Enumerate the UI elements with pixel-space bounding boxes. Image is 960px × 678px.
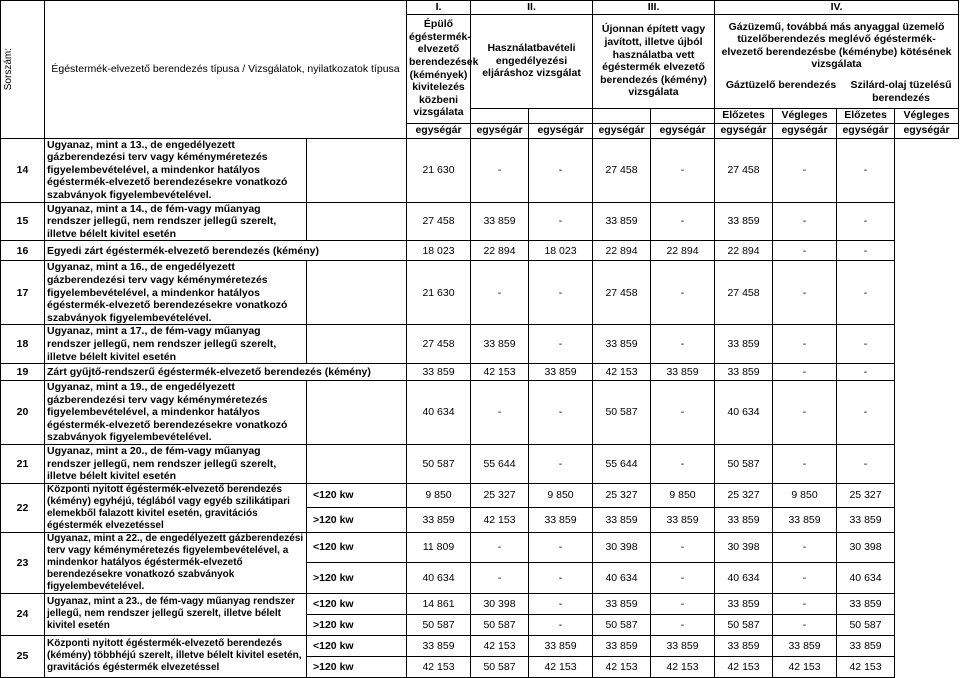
capacity-label: <120 kw xyxy=(307,593,407,614)
price-cell: 27 458 xyxy=(593,138,651,202)
price-cell: 50 587 xyxy=(593,381,651,445)
row-number: 20 xyxy=(1,381,45,445)
row-number: 19 xyxy=(1,364,45,381)
price-cell: - xyxy=(773,241,837,261)
price-cell: - xyxy=(651,381,715,445)
row-description: Központi nyitott égéstermék-elvezető berendezés (kémény) egyhéjú, téglából vagy egyéb szilikátipari elemekből falazott kivitel esetén, gravitációs égéstermék elvezetéssel xyxy=(45,483,307,532)
price-cell: - xyxy=(471,563,529,594)
blank-subheader xyxy=(471,108,529,123)
price-cell: 55 644 xyxy=(471,445,529,484)
table-row xyxy=(1,138,959,202)
capacity-label: <120 kw xyxy=(307,635,407,656)
price-cell: 21 630 xyxy=(407,138,471,202)
row-spacer xyxy=(307,445,407,484)
col-I-header: Épülő égéstermék-elvezető berendezések (kémények) kivitelezés közbeni vizsgálata xyxy=(407,14,471,123)
row-description: Ugyanaz, mint a 13., de engedélyezett gázberendezési terv vagy kéményméretezés figyelembevételével, a mindenkor hatályos égéstermék-elvezető berendezésekre vonatkozó szabványok figyelembevételével. xyxy=(45,138,307,202)
price-cell: - xyxy=(471,532,529,563)
price-cell: - xyxy=(529,381,593,445)
egysegar-header: egységár xyxy=(895,123,959,138)
price-cell: 42 153 xyxy=(593,364,651,381)
price-cell: 11 809 xyxy=(407,532,471,563)
col-II-header: Használatbavételi engedélyezési eljáráshoz vizsgálat xyxy=(471,14,593,108)
price-cell: 50 587 xyxy=(407,445,471,484)
row-description: Ugyanaz, mint a 23., de fém-vagy műanyag rendszer jellegű, nem rendszer jellegű szerelt, illetve bélelt kivitel esetén xyxy=(45,593,307,635)
price-cell: - xyxy=(471,381,529,445)
price-cell: 50 587 xyxy=(715,614,773,635)
row-number: 17 xyxy=(1,261,45,325)
row-number: 21 xyxy=(1,445,45,484)
roman-II: II. xyxy=(471,1,593,15)
price-cell: 33 859 xyxy=(837,508,895,533)
egysegar-header: egységár xyxy=(407,123,471,138)
price-cell: 25 327 xyxy=(593,483,651,508)
price-cell: - xyxy=(837,261,895,325)
price-cell: 42 153 xyxy=(407,656,471,677)
price-cell: 50 587 xyxy=(407,614,471,635)
price-cell: 33 859 xyxy=(593,635,651,656)
price-cell: - xyxy=(651,261,715,325)
price-cell: - xyxy=(529,325,593,364)
price-cell: 33 859 xyxy=(529,635,593,656)
blank-subheader xyxy=(529,108,593,123)
price-cell: - xyxy=(529,593,593,614)
table-row xyxy=(1,381,959,445)
price-cell: 33 859 xyxy=(715,593,773,614)
price-cell: 33 859 xyxy=(715,635,773,656)
price-cell: - xyxy=(529,202,593,241)
price-cell: 33 859 xyxy=(593,593,651,614)
price-cell: 33 859 xyxy=(773,508,837,533)
price-cell: 33 859 xyxy=(407,635,471,656)
price-cell: 33 859 xyxy=(651,508,715,533)
egysegar-header: egységár xyxy=(471,123,529,138)
price-cell: - xyxy=(773,532,837,563)
price-cell: 27 458 xyxy=(593,261,651,325)
price-cell: - xyxy=(529,445,593,484)
price-cell: 42 153 xyxy=(651,656,715,677)
price-cell: - xyxy=(837,241,895,261)
price-cell: 42 153 xyxy=(471,635,529,656)
capacity-label: >120 kw xyxy=(307,614,407,635)
price-cell: 42 153 xyxy=(715,656,773,677)
price-cell: - xyxy=(773,593,837,614)
price-cell: 55 644 xyxy=(593,445,651,484)
price-cell: - xyxy=(471,138,529,202)
row-number: 14 xyxy=(1,138,45,202)
price-cell: - xyxy=(651,138,715,202)
price-cell: 50 587 xyxy=(837,614,895,635)
price-cell: 22 894 xyxy=(715,241,773,261)
price-cell: - xyxy=(529,563,593,594)
table-row xyxy=(1,261,959,325)
price-cell: 9 850 xyxy=(651,483,715,508)
sorszam-header: Sorszám: xyxy=(1,1,45,139)
table-row xyxy=(1,325,959,364)
blank-subheader xyxy=(593,108,651,123)
price-cell: 40 634 xyxy=(593,563,651,594)
capacity-label: >120 kw xyxy=(307,656,407,677)
price-cell: 33 859 xyxy=(837,593,895,614)
capacity-label: <120 kw xyxy=(307,483,407,508)
price-cell: 33 859 xyxy=(407,508,471,533)
price-cell: - xyxy=(773,364,837,381)
roman-III: III. xyxy=(593,1,715,15)
price-cell: 9 850 xyxy=(773,483,837,508)
elozetes-header: Előzetes xyxy=(837,108,895,123)
price-cell: 33 859 xyxy=(471,325,529,364)
row-number: 23 xyxy=(1,532,45,593)
price-cell: 22 894 xyxy=(651,241,715,261)
price-cell: - xyxy=(773,138,837,202)
price-cell: 33 859 xyxy=(529,508,593,533)
price-cell: 25 327 xyxy=(837,483,895,508)
price-cell: 21 630 xyxy=(407,261,471,325)
price-cell: 30 398 xyxy=(715,532,773,563)
table-row xyxy=(1,532,959,563)
price-cell: 33 859 xyxy=(715,364,773,381)
table-row xyxy=(1,445,959,484)
price-cell: 30 398 xyxy=(593,532,651,563)
vegleges-header: Végleges xyxy=(895,108,959,123)
price-cell: - xyxy=(529,138,593,202)
egysegar-header: egységár xyxy=(837,123,895,138)
row-number: 22 xyxy=(1,483,45,532)
price-cell: 40 634 xyxy=(407,563,471,594)
price-cell: - xyxy=(651,532,715,563)
price-cell: 42 153 xyxy=(529,656,593,677)
row-number: 18 xyxy=(1,325,45,364)
price-cell: 30 398 xyxy=(471,593,529,614)
capacity-label: >120 kw xyxy=(307,508,407,533)
price-cell: 25 327 xyxy=(715,483,773,508)
price-cell: 33 859 xyxy=(471,202,529,241)
price-cell: 27 458 xyxy=(715,138,773,202)
row-description: Ugyanaz, mint a 17., de fém-vagy műanyag rendszer jellegű, nem rendszer jellegű szerelt, illetve bélelt kivitel esetén xyxy=(45,325,307,364)
capacity-label: <120 kw xyxy=(307,532,407,563)
col-IV-header: Gázüzemű, továbbá más anyaggal üzemelő tüzelőberendezés meglévő égéstermék-elvezető berendezésbe (kéménybe) kötésének vizsgálata Gáztüzelő berendezés Szilárd-olaj tüzelésű berendezés xyxy=(715,14,959,108)
price-cell: 42 153 xyxy=(471,508,529,533)
row-number: 16 xyxy=(1,241,45,261)
price-cell: 33 859 xyxy=(773,635,837,656)
price-cell: 14 861 xyxy=(407,593,471,614)
price-cell: 33 859 xyxy=(837,635,895,656)
price-cell: 30 398 xyxy=(837,532,895,563)
price-cell: 18 023 xyxy=(529,241,593,261)
type-header: Égéstermék-elvezető berendezés típusa / Vizsgálatok, nyilatkozatok típusa xyxy=(45,1,407,139)
row-spacer xyxy=(307,261,407,325)
price-cell: - xyxy=(529,532,593,563)
price-cell: - xyxy=(773,381,837,445)
price-cell: 33 859 xyxy=(715,202,773,241)
price-cell: - xyxy=(773,202,837,241)
price-cell: 50 587 xyxy=(715,445,773,484)
price-cell: - xyxy=(773,325,837,364)
price-cell: - xyxy=(837,364,895,381)
price-cell: - xyxy=(529,261,593,325)
price-cell: - xyxy=(773,261,837,325)
price-cell: 42 153 xyxy=(773,656,837,677)
price-cell: 33 859 xyxy=(593,202,651,241)
price-cell: - xyxy=(471,261,529,325)
price-cell: - xyxy=(837,381,895,445)
price-cell: 25 327 xyxy=(471,483,529,508)
price-cell: 33 859 xyxy=(715,508,773,533)
row-description: Ugyanaz, mint a 22., de engedélyezett gázberendezési terv vagy kéményméretezés figyelembevételével, a mindenkor hatályos égéstermék-elvezető berendezésekre vonatkozó szabványok figyelembevételével. xyxy=(45,532,307,593)
table-row xyxy=(1,241,959,261)
row-spacer xyxy=(307,138,407,202)
price-cell: - xyxy=(651,614,715,635)
col-IV-szilard: Szilárd-olaj tüzelésű berendezés xyxy=(850,78,952,104)
price-cell: 33 859 xyxy=(651,364,715,381)
price-cell: - xyxy=(837,445,895,484)
price-cell: 40 634 xyxy=(715,563,773,594)
price-cell: - xyxy=(837,202,895,241)
price-cell: - xyxy=(651,593,715,614)
price-cell: 50 587 xyxy=(593,614,651,635)
price-cell: - xyxy=(529,614,593,635)
price-cell: - xyxy=(651,563,715,594)
row-description: Ugyanaz, mint a 14., de fém-vagy műanyag rendszer jellegű, nem rendszer jellegű szerelt, illetve bélelt kivitel esetén xyxy=(45,202,307,241)
price-cell: 18 023 xyxy=(407,241,471,261)
price-cell: - xyxy=(837,325,895,364)
price-cell: 40 634 xyxy=(407,381,471,445)
price-cell: - xyxy=(773,614,837,635)
col-IV-gaz: Gáztüzelő berendezés xyxy=(725,78,837,91)
row-description: Egyedi zárt égéstermék-elvezető berendezés (kémény) xyxy=(45,241,407,261)
price-cell: - xyxy=(651,445,715,484)
row-description: Ugyanaz, mint a 20., de fém-vagy műanyag rendszer jellegű, nem rendszer jellegű szerelt, illetve bélelt kivitel esetén xyxy=(45,445,307,484)
price-cell: - xyxy=(773,563,837,594)
price-cell: 50 587 xyxy=(471,614,529,635)
price-cell: 40 634 xyxy=(715,381,773,445)
table-row xyxy=(1,364,959,381)
price-cell: - xyxy=(651,202,715,241)
price-cell: 33 859 xyxy=(593,325,651,364)
price-cell: 33 859 xyxy=(651,635,715,656)
roman-I: I. xyxy=(407,1,471,15)
price-cell: 33 859 xyxy=(407,364,471,381)
row-description: Ugyanaz, mint a 19., de engedélyezett gázberendezési terv vagy kéményméretezés figyelembevételével, a mindenkor hatályos égéstermék-elvezető berendezésekre vonatkozó szabványok figyelembevételével. xyxy=(45,381,307,445)
row-number: 15 xyxy=(1,202,45,241)
price-cell: 33 859 xyxy=(715,325,773,364)
row-number: 24 xyxy=(1,593,45,635)
price-cell: 42 153 xyxy=(471,364,529,381)
capacity-label: >120 kw xyxy=(307,563,407,594)
price-cell: 42 153 xyxy=(837,656,895,677)
price-cell: 42 153 xyxy=(593,656,651,677)
table-row xyxy=(1,483,959,508)
vegleges-header: Végleges xyxy=(773,108,837,123)
roman-IV: IV. xyxy=(715,1,959,15)
table-row xyxy=(1,593,959,614)
egysegar-header: egységár xyxy=(651,123,715,138)
egysegar-header: egységár xyxy=(593,123,651,138)
row-spacer xyxy=(307,325,407,364)
price-cell: 22 894 xyxy=(593,241,651,261)
price-cell: 33 859 xyxy=(593,508,651,533)
egysegar-header: egységár xyxy=(773,123,837,138)
price-cell: 33 859 xyxy=(529,364,593,381)
price-cell: 27 458 xyxy=(407,325,471,364)
row-description: Zárt gyűjtő-rendszerű égéstermék-elvezető berendezés (kémény) xyxy=(45,364,407,381)
price-cell: 27 458 xyxy=(407,202,471,241)
row-description: Ugyanaz, mint a 16., de engedélyezett gázberendezési terv vagy kéményméretezés figyelembevételével, a mindenkor hatályos égéstermék-elvezető berendezésekre vonatkozó szabványok figyelembevételével. xyxy=(45,261,307,325)
egysegar-header: egységár xyxy=(715,123,773,138)
col-III-header: Újonnan épített vagy javított, illetve újból használatba vett égéstermék elvezető berendezés (kémény) vizsgálata xyxy=(593,14,715,108)
blank-subheader xyxy=(651,108,715,123)
elozetes-header: Előzetes xyxy=(715,108,773,123)
row-spacer xyxy=(307,202,407,241)
price-cell: 9 850 xyxy=(529,483,593,508)
table-row xyxy=(1,635,959,656)
price-cell: - xyxy=(837,138,895,202)
price-cell: 27 458 xyxy=(715,261,773,325)
table-row xyxy=(1,202,959,241)
price-cell: 22 894 xyxy=(471,241,529,261)
price-cell: - xyxy=(773,445,837,484)
price-cell: 50 587 xyxy=(471,656,529,677)
egysegar-header: egységár xyxy=(529,123,593,138)
row-spacer xyxy=(307,381,407,445)
price-cell: 40 634 xyxy=(837,563,895,594)
price-cell: - xyxy=(651,325,715,364)
row-description: Központi nyitott égéstermék-elvezető berendezés (kémény) többhéjú szerelt, illetve bélelt kivitel esetén, gravitációs égéstermék elvezetéssel xyxy=(45,635,307,677)
row-number: 25 xyxy=(1,635,45,677)
price-cell: 9 850 xyxy=(407,483,471,508)
